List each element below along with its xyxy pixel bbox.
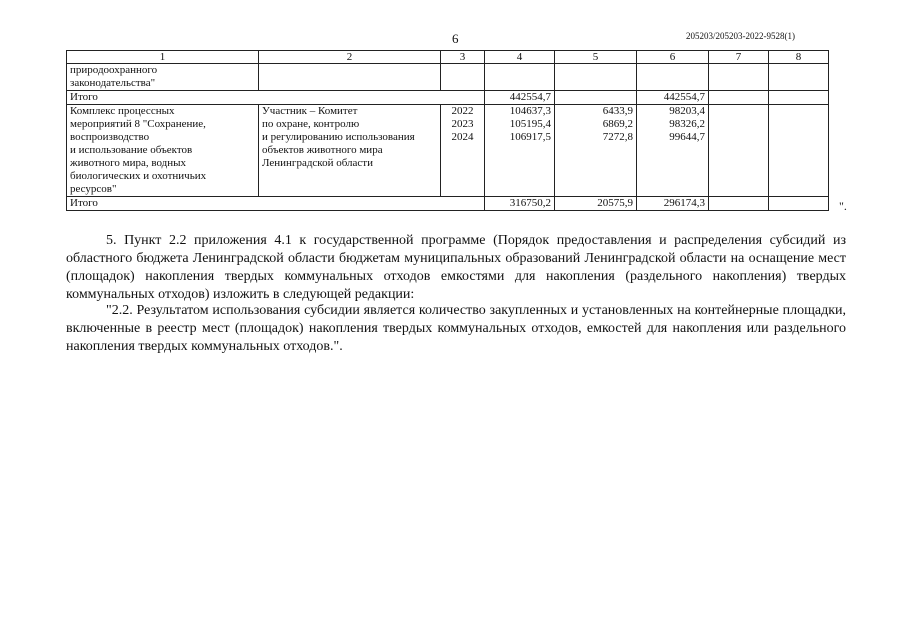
text-line: Комплекс процессных — [70, 105, 175, 117]
text-line: законодательства" — [70, 77, 156, 89]
table-row — [67, 105, 829, 197]
column-header: 5 — [555, 51, 637, 64]
total-value: 316750,2 — [485, 197, 555, 211]
year: 2024 — [451, 131, 474, 143]
participant — [259, 105, 441, 197]
year: 2022 — [451, 105, 474, 117]
values-col5 — [555, 105, 637, 197]
total-value: 20575,9 — [555, 197, 637, 211]
table-cell — [769, 105, 829, 197]
table-row-total — [67, 197, 829, 211]
total-label: Итого — [67, 91, 485, 105]
column-header: 1 — [67, 51, 259, 64]
page-number: 6 — [452, 31, 459, 46]
budget-table — [66, 50, 829, 211]
value: 98203,4 — [669, 105, 705, 117]
text-line: животного мира, водных — [70, 157, 187, 169]
table-header-row — [67, 51, 829, 64]
text-line: Участник – Комитет — [262, 105, 358, 117]
text-line: воспроизводство — [70, 131, 150, 143]
text-line: ресурсов" — [70, 183, 117, 195]
value: 7272,8 — [602, 131, 633, 143]
table-row — [67, 64, 829, 91]
text-line: и использование объектов — [70, 144, 193, 156]
year: 2023 — [451, 118, 474, 130]
values-col4 — [485, 105, 555, 197]
column-header: 7 — [709, 51, 769, 64]
table-cell — [485, 64, 555, 91]
table-cell — [259, 64, 441, 91]
paragraph-new-wording: "2.2. Результатом использования субсидии является количество закупленных и установленных на контейнерные площадки, включенные в реестр мест (площадок) накопления твердых коммунальных отходов, емкостей для накопления или раздельного накопления твердых коммунальных отходов.". — [66, 303, 846, 354]
total-value: 442554,7 — [637, 91, 709, 105]
total-label: Итого — [67, 197, 485, 211]
total-value: 442554,7 — [485, 91, 555, 105]
value: 99644,7 — [669, 131, 705, 143]
value: 6433,9 — [602, 105, 633, 117]
document-code: 205203/205203-2022-9528(1) — [686, 31, 795, 41]
paragraph-item-5: 5. Пункт 2.2 приложения 4.1 к государственной программе (Порядок предоставления и распределения субсидий из областного бюджета Ленинградской области бюджетам муниципальных образований Ленинградской области на оснащение мест (площадок) накопления твердых коммунальных отходов емкостями для накопления (раздельного накопления) твердых коммунальных отходов) изложить в следующей редакции: — [66, 233, 846, 302]
table-cell — [555, 91, 637, 105]
column-header: 6 — [637, 51, 709, 64]
table-row-total — [67, 91, 829, 105]
program-name — [67, 105, 259, 197]
table-cell — [441, 64, 485, 91]
table-cell — [709, 197, 769, 211]
table-cell — [769, 64, 829, 91]
table-cell — [709, 64, 769, 91]
years — [441, 105, 485, 197]
values-col6 — [637, 105, 709, 197]
table-cell — [637, 64, 709, 91]
table-cell — [709, 105, 769, 197]
value: 105195,4 — [509, 118, 551, 130]
value: 98326,2 — [669, 118, 705, 130]
table-cell — [555, 64, 637, 91]
text-line: мероприятий 8 "Сохранение, — [70, 118, 206, 130]
column-header: 8 — [769, 51, 829, 64]
table-cell — [769, 197, 829, 211]
closing-quote-mark: ". — [839, 199, 847, 213]
row-description — [67, 64, 259, 91]
table-cell — [769, 91, 829, 105]
text-line: объектов животного мира — [262, 144, 383, 156]
total-value: 296174,3 — [637, 197, 709, 211]
text-line: биологических и охотничьих — [70, 170, 207, 182]
text-line: Ленинградской области — [262, 157, 373, 169]
column-header: 3 — [441, 51, 485, 64]
column-header: 4 — [485, 51, 555, 64]
table-cell — [709, 91, 769, 105]
text-line: по охране, контролю — [262, 118, 360, 130]
value: 104637,3 — [509, 105, 551, 117]
column-header: 2 — [259, 51, 441, 64]
value: 106917,5 — [509, 131, 551, 143]
text-line: природоохранного — [70, 64, 158, 76]
value: 6869,2 — [602, 118, 633, 130]
text-line: и регулированию использования — [262, 131, 415, 143]
